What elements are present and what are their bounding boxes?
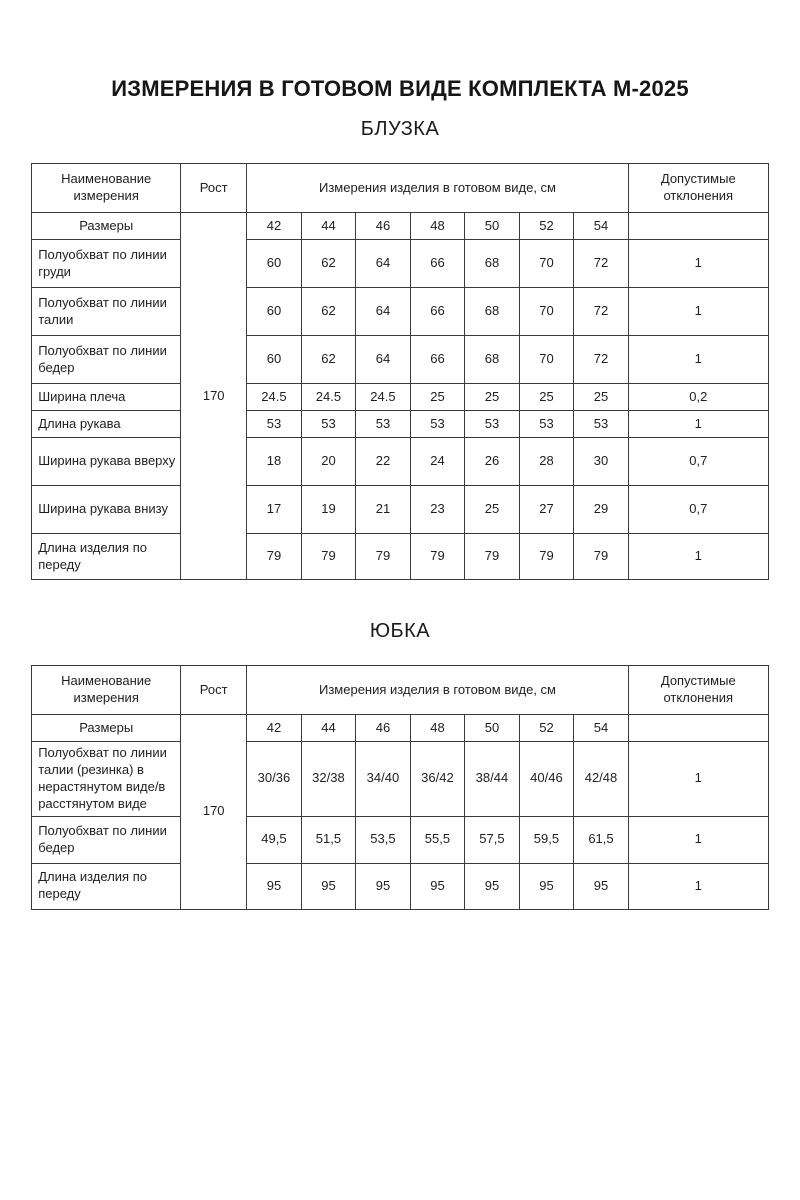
measure-value: 25 xyxy=(465,384,520,411)
measure-value: 38/44 xyxy=(465,742,520,817)
size-value: 48 xyxy=(410,715,465,742)
blouse-measurements-table xyxy=(31,163,769,580)
measure-value: 68 xyxy=(465,288,520,336)
measure-value: 62 xyxy=(301,336,356,384)
sizes-label: Размеры xyxy=(32,213,181,240)
measure-value: 25 xyxy=(410,384,465,411)
tolerance-value: 1 xyxy=(628,863,768,909)
row-label: Полуобхват по линии бедер xyxy=(32,336,181,384)
size-value: 50 xyxy=(465,213,520,240)
measure-value: 79 xyxy=(519,534,574,580)
row-label: Полуобхват по линии талии xyxy=(32,288,181,336)
tolerance-value: 0,7 xyxy=(628,486,768,534)
measure-value: 42/48 xyxy=(574,742,629,817)
measure-value: 95 xyxy=(465,863,520,909)
measure-value: 20 xyxy=(301,438,356,486)
header-tolerance: Допустимые отклонения xyxy=(628,666,768,715)
measure-value: 95 xyxy=(519,863,574,909)
row-label: Ширина рукава внизу xyxy=(32,486,181,534)
measure-value: 24.5 xyxy=(301,384,356,411)
measure-value: 32/38 xyxy=(301,742,356,817)
measure-value: 53 xyxy=(247,411,302,438)
measure-value: 17 xyxy=(247,486,302,534)
measure-value: 30/36 xyxy=(247,742,302,817)
size-value: 48 xyxy=(410,213,465,240)
measure-value: 49,5 xyxy=(247,816,302,863)
row-label: Полуобхват по линии груди xyxy=(32,240,181,288)
measure-value: 53 xyxy=(465,411,520,438)
measure-value: 26 xyxy=(465,438,520,486)
header-measurements-span: Измерения изделия в готовом виде, см xyxy=(247,164,629,213)
row-label: Полуобхват по линии талии (резинка) в нерастянутом виде/в расстянутом виде xyxy=(32,742,181,817)
measure-value: 72 xyxy=(574,288,629,336)
measure-value: 72 xyxy=(574,240,629,288)
measure-value: 62 xyxy=(301,288,356,336)
measure-value: 70 xyxy=(519,336,574,384)
tolerance-value: 1 xyxy=(628,742,768,817)
measure-value: 24.5 xyxy=(356,384,411,411)
measure-value: 61,5 xyxy=(574,816,629,863)
tolerance-value: 1 xyxy=(628,411,768,438)
measure-value: 64 xyxy=(356,336,411,384)
measure-value: 22 xyxy=(356,438,411,486)
measure-value: 53 xyxy=(519,411,574,438)
tolerance-empty-cell xyxy=(628,715,768,742)
measure-value: 66 xyxy=(410,240,465,288)
size-value: 54 xyxy=(574,715,629,742)
measure-value: 36/42 xyxy=(410,742,465,817)
measure-value: 19 xyxy=(301,486,356,534)
measure-value: 18 xyxy=(247,438,302,486)
size-value: 44 xyxy=(301,213,356,240)
measure-value: 70 xyxy=(519,288,574,336)
measure-value: 95 xyxy=(410,863,465,909)
height-value: 170 xyxy=(181,715,247,910)
measure-value: 29 xyxy=(574,486,629,534)
header-height: Рост xyxy=(181,666,247,715)
measure-value: 57,5 xyxy=(465,816,520,863)
measure-value: 66 xyxy=(410,288,465,336)
measure-value: 21 xyxy=(356,486,411,534)
tolerance-value: 1 xyxy=(628,240,768,288)
measure-value: 95 xyxy=(301,863,356,909)
size-value: 42 xyxy=(247,715,302,742)
measure-value: 27 xyxy=(519,486,574,534)
measure-value: 25 xyxy=(519,384,574,411)
measure-value: 60 xyxy=(247,240,302,288)
tolerance-value: 1 xyxy=(628,816,768,863)
measure-value: 24 xyxy=(410,438,465,486)
tolerance-empty-cell xyxy=(628,213,768,240)
section-title-blouse: БЛУЗКА xyxy=(360,118,440,140)
height-value: 170 xyxy=(181,213,247,580)
measure-value: 34/40 xyxy=(356,742,411,817)
size-value: 52 xyxy=(519,715,574,742)
tolerance-value: 1 xyxy=(628,534,768,580)
page-title: ИЗМЕРЕНИЯ В ГОТОВОМ ВИДЕ КОМПЛЕКТА М-2025 xyxy=(111,76,689,101)
measure-value: 95 xyxy=(356,863,411,909)
tolerance-value: 0,7 xyxy=(628,438,768,486)
row-label: Длина рукава xyxy=(32,411,181,438)
tolerance-value: 0,2 xyxy=(628,384,768,411)
measure-value: 25 xyxy=(574,384,629,411)
measure-value: 70 xyxy=(519,240,574,288)
measure-value: 30 xyxy=(574,438,629,486)
measure-value: 40/46 xyxy=(519,742,574,817)
measure-value: 79 xyxy=(410,534,465,580)
measure-value: 60 xyxy=(247,288,302,336)
measure-value: 79 xyxy=(301,534,356,580)
row-label: Полуобхват по линии бедер xyxy=(32,816,181,863)
measure-value: 95 xyxy=(247,863,302,909)
measure-value: 79 xyxy=(356,534,411,580)
size-value: 46 xyxy=(356,213,411,240)
measure-value: 68 xyxy=(465,240,520,288)
header-measurement-name: Наименование измерения xyxy=(32,164,181,213)
size-value: 52 xyxy=(519,213,574,240)
measure-value: 79 xyxy=(465,534,520,580)
measure-value: 25 xyxy=(465,486,520,534)
measure-value: 66 xyxy=(410,336,465,384)
measure-value: 53 xyxy=(356,411,411,438)
measure-value: 79 xyxy=(574,534,629,580)
measure-value: 62 xyxy=(301,240,356,288)
size-value: 44 xyxy=(301,715,356,742)
size-value: 42 xyxy=(247,213,302,240)
measure-value: 60 xyxy=(247,336,302,384)
measure-value: 55,5 xyxy=(410,816,465,863)
header-tolerance: Допустимые отклонения xyxy=(628,164,768,213)
size-value: 46 xyxy=(356,715,411,742)
header-measurement-name: Наименование измерения xyxy=(32,666,181,715)
measure-value: 24.5 xyxy=(247,384,302,411)
measure-value: 59,5 xyxy=(519,816,574,863)
sizes-label: Размеры xyxy=(32,715,181,742)
measure-value: 64 xyxy=(356,240,411,288)
section-title-skirt: ЮБКА xyxy=(369,620,431,642)
measure-value: 51,5 xyxy=(301,816,356,863)
header-height: Рост xyxy=(181,164,247,213)
measure-value: 79 xyxy=(247,534,302,580)
row-label: Длина изделия по переду xyxy=(32,863,181,909)
measure-value: 72 xyxy=(574,336,629,384)
measure-value: 53,5 xyxy=(356,816,411,863)
size-value: 50 xyxy=(465,715,520,742)
row-label: Ширина плеча xyxy=(32,384,181,411)
measure-value: 95 xyxy=(574,863,629,909)
tolerance-value: 1 xyxy=(628,336,768,384)
measure-value: 28 xyxy=(519,438,574,486)
header-measurements-span: Измерения изделия в готовом виде, см xyxy=(247,666,629,715)
measure-value: 68 xyxy=(465,336,520,384)
measure-value: 53 xyxy=(301,411,356,438)
measure-value: 64 xyxy=(356,288,411,336)
measure-value: 53 xyxy=(410,411,465,438)
measure-value: 23 xyxy=(410,486,465,534)
row-label: Длина изделия по переду xyxy=(32,534,181,580)
measure-value: 53 xyxy=(574,411,629,438)
size-value: 54 xyxy=(574,213,629,240)
row-label: Ширина рукава вверху xyxy=(32,438,181,486)
tolerance-value: 1 xyxy=(628,288,768,336)
skirt-measurements-table xyxy=(31,665,769,910)
